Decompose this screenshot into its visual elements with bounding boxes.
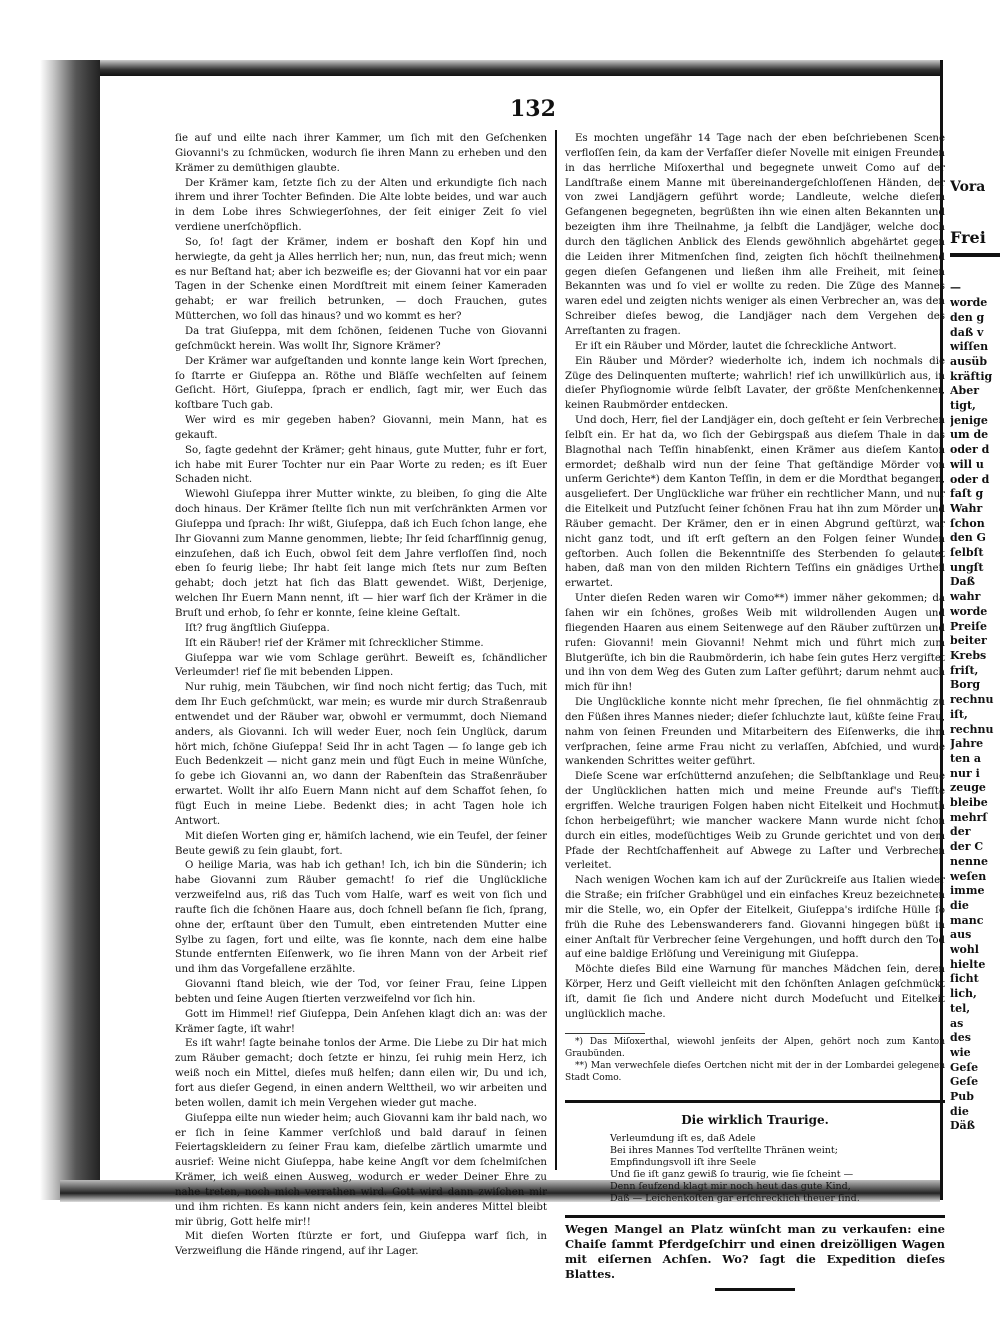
footnote: *) Das Miſoxerthal, wiewohl jenſeits der Alpen, gehört noch zum Kanton Graubünden.	[565, 1036, 945, 1059]
left-column	[175, 132, 547, 1260]
next-page-title: Frei	[950, 227, 986, 247]
footnote: **) Man verwechſele dieſes Oertchen nicht mit der in der Lombardei gelegenen Stadt Como.	[565, 1060, 945, 1083]
page-number: 132	[510, 96, 556, 122]
fragment-word: Daß	[950, 575, 976, 589]
paragraph: Ein Räuber und Mörder? wiederholte ich, indem ich nochmals die Züge des Delinquenten muſterte; wahrlich! rief ich unwillkürlich aus, in dieſer Phyſiognomie würde ſelbſt Lavater, der größte Menſchenkenner, keinen Raubmörder entdecken.	[565, 355, 945, 412]
paragraph: Mit dieſen Worten ſtürzte er fort, und Giuſeppa warf ſich, in Verzweiflung die Hände ringend, auf ihr Lager.	[175, 1231, 547, 1258]
poem-line: Denn ſeufzend klagt mir noch heut das gute Kind,	[610, 1181, 851, 1193]
fragment-word: rechnu	[950, 722, 994, 736]
paragraph: Wiewohl Giuſeppa ihrer Mutter winkte, zu bleiben, ſo ging die Alte doch hinaus. Der Krämer ſtellte ſich nun mit verſchränkten Armen vor Giuſeppa und ſprach: Ihr wißt, Giuſeppa, daß ich Euch ſchon lange, ehe Ihr Giovanni zum Manne genommen, liebte; Ihr ſeid ſcharfſinnig genug, einzuſehen, daß ich Euch, obwol ſeit dem Jahre verfloſſen ſind, noch eben ſo feurig liebe; Ihr habt ſeit lange mich ſtets nur zum Beſten gehabt; doch jetzt hat ſich das Blatt gewendet. Wißt, Derjenige, welchen Ihr Euern Mann nennt, iſt — hier warf ſich der Krämer in die Bruſt und erhob, ſo ſehr er konnte, ſeine kleine Geſtalt.	[175, 489, 547, 619]
paragraph: Mit dieſen Worten ging er, hämiſch lachend, wie ein Teufel, der ſeiner Beute gewiß zu ſein glaubt, fort.	[175, 830, 547, 857]
fragment-word: ſicht	[950, 972, 979, 986]
fragment-word: Pub	[950, 1090, 974, 1104]
fragment-word: Däß	[950, 1119, 976, 1133]
paragraph: So, ſo! ſagt der Krämer, indem er boshaft den Kopf hin und herwiegte, da geht ja Alles herrlich her; nun, nun, das freut mich; wenn es nur Beſtand hat; aber ich bezweifle es; der Giovanni hat vor ein paar Tagen in der Schenke einen Mordſtreit mit einem ſeiner Kameraden gehabt; er war freilich betrunken, — doch Frauchen, gutes Mütterchen, wo ſoll das hinaus? und wo kommt es her?	[175, 236, 547, 323]
fragment-word: Borg	[950, 678, 981, 692]
fragment-word: oder d	[950, 472, 990, 486]
fragment-word: ungſt	[950, 560, 984, 574]
advertisement: Wegen Mangel an Platz wünſcht man zu verkaufen: eine Chaiſe ſammt Pferdgeſchirr und einen dreizölligen Wagen mit eiſernen Achſen. Wo? ſagt die Expedition dieſes Blattes.	[565, 1215, 945, 1282]
poem-line: Verleumdung iſt es, daß Adele	[610, 1133, 756, 1145]
fragment-word: um de	[950, 428, 989, 442]
right-column	[565, 132, 945, 1297]
paragraph: Giuſeppa eilte nun wieder heim; auch Giovanni kam ihr bald nach, wo er ſich in ſeine Kammer verſchloß und bald darauf in ſeinen Feiertagskleidern zu ſeiner Frau kam, dieſelbe zärtlich umarmte und ausrief: Weine nicht Giuſeppa, habe keine Angſt vor dem ſchelmiſchen Krämer, ich weiß einen Ausweg, wodurch er weder Deiner Ehre zu nahe treten, noch mich verrathen wird. Gott wird dann zwiſchen mir und ihm richten. Es kann nicht anders ſein, kein anderes Mittel bleibt mir übrig, Gott helfe mir!!	[175, 1112, 547, 1228]
fragment-word: den g	[950, 310, 985, 324]
fragment-word: nur i	[950, 766, 980, 780]
next-page-fragment	[950, 60, 1000, 1200]
paragraph: Er iſt ein Räuber und Mörder, lautet die ſchreckliche Antwort.	[575, 340, 897, 352]
fragment-word: friſt,	[950, 663, 979, 677]
paragraph: Die Unglückliche konnte nicht mehr ſprechen, ſie fiel ohnmächtig zu den Füßen ihres Mannes nieder; dieſer ſchluchzte laut, küßte ſeine Frau, nahm von ſeinen Freunden und Mitarbeitern des Eiſenwerks, die ihm verſprachen, ſeine arme Frau nicht zu verlaſſen, Abſchied, und wurde wankenden Schrittes weiter geführt.	[565, 697, 945, 768]
fragment-word: wie	[950, 1045, 971, 1059]
fragment-word: ſchon	[950, 516, 985, 530]
fragment-word: Geſe	[950, 1060, 979, 1074]
paragraph: Nach wenigen Wochen kam ich auf der Zurückreiſe aus Italien wieder die Straße; ein friſcher Grabhügel und ein einfaches Kreuz bezeichneten mir die Stelle, wo, ein Opfer der Eitelkeit, Giuſeppa's irdiſche Hülle ſo früh die Ruhe des Lebenswanderers fand. Giovanni hingegen büßt in einer Anſtalt für Verbrecher ſeine Vergehungen, und hofft durch den Tod auf eine baldige Erlöſung und Vereinigung mit Giuſeppa.	[565, 875, 945, 961]
paragraph: Der Krämer war aufgeſtanden und konnte lange kein Wort ſprechen, ſo ſtarrte er Giuſeppa an. Röthe und Bläſſe wechſelten auf ſeinem Geſicht. Hört, Giuſeppa, ſprach er endlich, ſagt mir, wer Euch das koſtbare Tuch gab.	[175, 355, 547, 412]
fragment-word: oder d	[950, 443, 990, 457]
fragment-word: wohl	[950, 943, 979, 957]
next-page-rule	[950, 253, 1000, 257]
fragment-word: rechnu	[950, 693, 994, 707]
section-rule	[565, 1100, 945, 1103]
fragment-word: lich,	[950, 987, 977, 1001]
fragment-word: aus	[950, 928, 972, 942]
paragraph: Nur ruhig, mein Täubchen, wir ſind noch nicht fertig; das Tuch, mit dem Ihr Euch geſchmückt, war mein; es wurde mir durch Straßenraub entwendet und der Räuber war, obwohl er vermummt, doch Niemand anders, als Giovanni. Ich will weder Euer, noch ſein Unglück, darum hört mich, ſchöne Giuſeppa! Seid Ihr in acht Tagen — ſo lange geb ich Euch Bedenkzeit — nicht ganz mein und fügt Euch in meine Wünſche, ſo gebe ich Giovanni an, wo dann der Rabenſtein das Straßenräuber erwartet. Wollt ihr alſo Euern Mann nicht auf dem Schaffot ſehen, ſo fügt Euch in meine Liebe. Bedenkt dies; in acht Tagen hole ich Antwort.	[175, 682, 547, 827]
fragment-word: Jahre	[950, 737, 984, 751]
fragment-word: wiſſen	[950, 340, 989, 354]
fragment-word: tigt,	[950, 399, 976, 413]
fragment-word: Geſe	[950, 1075, 979, 1089]
fragment-word: kräftig	[950, 369, 993, 383]
fragment-word: der C	[950, 840, 984, 854]
paragraph: Und doch, Herr, fiel der Landjäger ein, doch geſteht er ſein Verbrechen ſelbſt ein. Er hat da, wo ſich der Gebirgspaß aus dieſem Thale in das Blagnothal nach Teſſin hinabſenkt, einen Krämer aus dieſem Kanton ermordet; deßhalb wird nun der ſeine That geſtändige Mörder von unſerm Gerichte*) dem Kanton Teſſin, in dem er die Mordthat begangen, ausgeliefert. Der Unglückliche war früher ein rechtlicher Mann, und nur die Eitelkeit und Putzſucht ſeiner ſchönen Frau hat ihn zum Mörder und Räuber gemacht. Der Krämer, den er in einen Abgrund geſtürzt, war nicht ganz todt, und iſt erſt geſtern an den Folgen ſeiner Wunden geſtorben. Auch ſollen die Bekenntniſſe des Sterbenden ſo gelautet haben, daß man von den milden Richtern Teſſins ein gnädiges Urtheil erwartet.	[565, 415, 945, 590]
fragment-word: die	[950, 1104, 969, 1118]
paragraph: Da trat Giuſeppa, mit dem ſchönen, ſeidenen Tuche von Giovanni geſchmückt herein. Was wollt Ihr, Signore Krämer?	[175, 325, 547, 352]
next-page-heading: Vora	[950, 179, 986, 195]
fragment-word: zeuge	[950, 781, 986, 795]
fragment-word: mehrſ	[950, 810, 988, 824]
paragraph: Wer wird es mir gegeben haben? Giovanni, mein Mann, hat es gekauft.	[175, 415, 547, 441]
poem-line: Empfindungsvoll iſt ihre Seele	[610, 1157, 757, 1169]
fragment-word: worde	[950, 604, 988, 618]
fragment-word: tel,	[950, 1001, 971, 1015]
fragment-word: manc	[950, 913, 984, 927]
fragment-word: iſt,	[950, 707, 968, 721]
paragraph: Es iſt wahr! ſagte beinahe tonlos der Arme. Die Liebe zu Dir hat mich zum Räuber gemacht; doch ſetzte er hinzu, ſei ruhig mein Herz, ich weiß noch ein Mittel, dieſes muß helfen; dann eilen wir, Du und ich, fort aus dieſer Gegend, in einen andern Welttheil, wo wir arbeiten und beten wollen, damit ich mein Vergehen wieder gut mache.	[175, 1038, 547, 1109]
fragment-word: beiter	[950, 634, 987, 648]
fragment-word: die	[950, 898, 969, 912]
scan-border-left	[40, 60, 100, 1200]
poem-line: Bei ihres Mannes Tod verſtellte Thränen weint;	[610, 1145, 838, 1157]
fragment-word: weſen	[950, 869, 987, 883]
fragment-word: des	[950, 1031, 971, 1045]
fragment-word: as	[950, 1016, 964, 1030]
fragment-word: ausüb	[950, 354, 988, 368]
paragraph: Gott im Himmel! rief Giuſeppa, Dein Anſehen klagt dich an: was der Krämer ſagte, iſt wahr!	[175, 1008, 547, 1035]
fragment-word: Preiſe	[950, 619, 987, 633]
paragraph: Es mochten ungefähr 14 Tage nach der eben beſchriebenen Scene verfloſſen ſein, da kam der Verfaſſer dieſer Novelle mit einigen Freunden in das herrliche Miſoxerthal und begegnete unweit Como auf der Landſtraße einem Manne mit übereinandergeſchloſſenen Händen, der von zwei Landjägern geführt worde; Landleute, welche dieſem Gefangenen begegneten, begrüßten ihn wie einen alten Bekannten und bezeigten ihm ihre Theilnahme, ja ſelbſt die Landjäger, welche doch durch den täglichen Anblick des Elends gewöhnlich abgehärtet gegen die Leiden ihrer Mitmenſchen ſind, zeigten ſich höchſt theilnehmend gegen dieſen Gefangenen und ließen ihm alle Freiheit, mit ſeinen Bekannten was und ſo viel er wollte zu reden. Die Züge des Mannes waren edel und zeigten nichts weniger als einen Verbrecher an, was den Schreiber dieſes bewog, die Landjäger nach dem Vergehen des Arreſtanten zu fragen.	[565, 133, 945, 337]
scan-border-top	[40, 60, 940, 76]
fragment-word: faſt g	[950, 487, 984, 501]
paragraph: Der Krämer kam, ſetzte ſich zu der Alten und erkundigte ſich nach ihrem und ihrer Tochter Befinden. Die Alte lobte beides, und war auch in dem Lobe ihres Schwiegerſohnes, der ſeit einiger Zeit ſo viel verdiene unerſchöpflich.	[175, 177, 547, 234]
poem-line: Und ſie iſt ganz gewiß ſo traurig, wie ſie ſcheint —	[610, 1169, 854, 1181]
ad-rule	[715, 1288, 795, 1291]
fragment-word: ten a	[950, 751, 982, 765]
paragraph: O heilige Maria, was hab ich gethan! Ich, ich bin die Sünderin; ich habe Giovanni zum Räuber gemacht! ſo rief die Unglückliche verzweifelnd aus, riß das Tuch vom Halſe, warf es weit von ſich und raufte ſich die ſchönen Haare aus, doch ſchnell beſann ſie ſich, ſprang, ohne der, erſtaunt über den Tumult, eben eintretenden Mutter eine Sylbe zu ſagen, fort und eilte, was ſie konnte, nach dem eine halbe Stunde entfernten Eiſenwerk, wo ſie ihren Mann von der Arbeit rief und ihm das Vorgefallene erzählte.	[175, 860, 547, 976]
paragraph: Möchte dieſes Bild eine Warnung für manches Mädchen ſein, deren Körper, Herz und Geiſt vielleicht mit den ſchönſten Anlagen geſchmückt iſt, damit ſie ſich und Andere nicht durch Modeſucht und Eitelkeit unglücklich mache.	[565, 964, 945, 1020]
poem-title: Die wirklich Traurige.	[681, 1112, 829, 1127]
paragraph: Unter dieſen Reden waren wir Como**) immer näher gekommen; da ſahen wir ein ſchönes, großes Weib mit wildrollenden Augen und fliegenden Haaren aus einem Seitenwege auf den Räuber zuſtürzen und rufen: Giovanni! mein Giovanni! Nehmt mich und führt mich zum Blutgerüſte, ich bin die Raubmörderin, ich habe ſein gutes Herz vergiftet und ihn von dem Weg des Guten zum Laſter geführt; darum nehmt auch mich für ihn!	[565, 593, 945, 694]
fragment-word: Krebs	[950, 648, 987, 662]
fragment-word: daß v	[950, 325, 984, 339]
fragment-word: will u	[950, 457, 984, 471]
fragment-word: Wahr	[950, 501, 983, 515]
poem-line: Daß — Leichenkoſten gar erſchrecklich theuer ſind.	[610, 1193, 860, 1205]
paragraph: Dieſe Scene war erſchütternd anzuſehen; die Selbſtanklage und Reue der Unglücklichen hatten mich und meine Freunde auf's Tiefſte ergriffen. Welche traurigen Folgen haben nicht Eitelkeit und Hochmuth ſchon herbeigeführt; wie mancher wackere Mann wurde nicht ſchon durch ein eitles, modeſüchtiges Weib zu Grunde gerichtet und von dem Pfade der Rechtſchaffenheit auf Abwege zu Laſter und Verbrechen verleitet.	[565, 771, 945, 872]
fragment-word: imme	[950, 884, 985, 898]
paragraph: Giovanni ſtand bleich, wie der Tod, vor ſeiner Frau, ſeine Lippen bebten und ſeine Augen ſtierten verzweifelnd vor ſich hin.	[175, 979, 547, 1005]
fragment-word: den G	[950, 531, 986, 545]
fragment-word: nenne	[950, 854, 988, 868]
paragraph: Giuſeppa war wie vom Schlage gerührt. Beweiſt es, ſchändlicher Verleumder! rief ſie mit bebenden Lippen.	[175, 652, 547, 679]
paragraph: Iſt? frug ängſtlich Giuſeppa.	[185, 622, 330, 634]
fragment-word: jenige	[950, 413, 988, 427]
fragment-word: worde	[950, 296, 988, 310]
fragment-word: wahr	[950, 590, 981, 604]
fragment-word: —	[950, 281, 961, 295]
paragraph: ſie auf und eilte nach ihrer Kammer, um ſich mit den Geſchenken Giovanni's zu ſchmücken, wodurch ſie ihren Mann zu erheben und den Krämer zu demüthigen glaubte.	[175, 133, 547, 174]
fragment-word: der	[950, 825, 971, 839]
fragment-word: bleibe	[950, 796, 988, 810]
paragraph: Iſt ein Räuber! rief der Krämer mit ſchrecklicher Stimme.	[185, 637, 484, 649]
fragment-word: Aber	[950, 384, 980, 398]
poem	[565, 1133, 945, 1205]
paragraph: So, ſagte gedehnt der Krämer; geht hinaus, gute Mutter, fuhr er fort, ich habe mit Eurer Tochter nur ein Paar Worte zu reden; es iſt Euer Schaden nicht.	[175, 444, 547, 486]
column-divider	[555, 130, 557, 1170]
fragment-word: ſelbſt	[950, 546, 984, 560]
fragment-word: hielte	[950, 957, 986, 971]
